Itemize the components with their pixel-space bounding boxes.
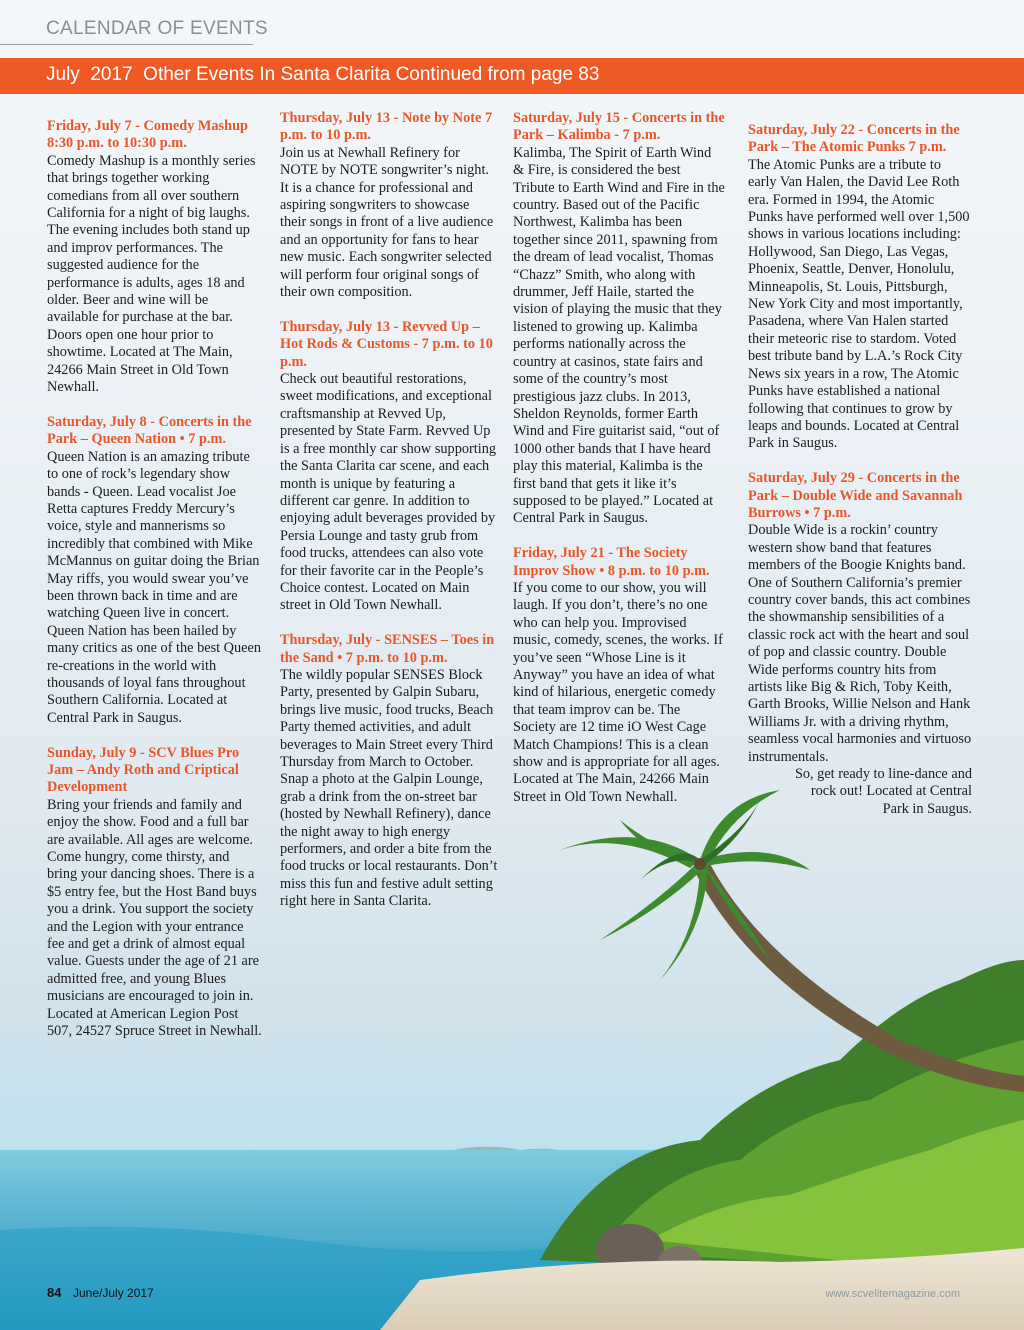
section-rule [0,44,253,45]
event-heading: Sunday, July 9 - SCV Blues Pro Jam – Andy Roth and Criptical Development [47,744,240,796]
event-heading: Saturday, July 29 - Concerts in the Park – Double Wide and Savannah Burrows • 7 p.m. [748,470,963,521]
event-item [513,545,725,806]
events-column-3 [513,110,725,824]
event-description: The wildly popular SENSES Block Party, presented by Galpin Subaru, brings live music, food trucks, Beach Party themed activities, and adult beverages to Main Street every Third Thursday from March to October. Snap a photo at the Galpin Lounge, grab a drink from the on-street bar (hosted by Newhall Refinery), dance the night away to high energy performers, and order a bite from the food trucks or local restaurants. Don’t miss this fun and festive adult setting right here in Santa Clarita. [280,666,498,910]
event-description: Double Wide is a rockin’ country western show band that features members of the Boogie Knights band. One of Southern California’s premier country cover bands, this act combines the showmanship sensibilities of a classic rock act with the heart and soul of pop and classic country. Double Wide performs country hits from artists like Big & Rich, Toby Keith, Garth Brooks, Willie Nelson and Hank Williams Jr. with a driving rhythm, seamless vocal harmonies and virtuoso instrumentals. [748,522,972,765]
events-column-2 [280,110,498,928]
event-item [47,414,262,727]
events-column-4 [748,122,972,836]
section-label: CALENDAR OF EVENTS [46,18,268,39]
event-description: The Atomic Punks are a tribute to early Van Halen, the David Lee Roth era. Formed in 1994, the Atomic Punks have performed well over 1,500 shows in various locations including: Hollywood, San Diego, Las Vegas, Phoenix, Seattle, Denver, Honolulu, Minneapolis, St. Louis, Pittsburgh, New York City and most importantly, Pasadena, where Van Halen started their meteoric rise to stardom. Voted best tribute band by L.A.’s Rock City News six years in a row, The Atomic Punks have established a national following that continues to grow by leaps and bounds. Located at Central Park in Saugus. [748,156,970,452]
event-item [47,745,262,1041]
events-column-1 [47,118,262,1058]
page-number: 84 [47,1285,62,1300]
event-closing-text: So, get ready to line-dance and rock out! Located at Central Park in Saugus. [794,766,972,817]
event-description: Kalimba, The Spirit of Earth Wind & Fire, is considered the best Tribute to Earth Wind and Fire in the country. Based out of the Pacific Northwest, Kalimba has been together since 2011, spawning from the dream of lead vocalist, Thomas “Chazz” Smith, who along with drummer, Jeff Haile, started the vision of playing the music that they listened to growing up. Kalimba performs nationally across the country at casinos, state fairs and some of the country’s most prestigious jazz clubs. In 2013, Sheldon Reynolds, former Earth Wind and Fire guitarist said, “out of 1000 other bands that I have heard play this material, Kalimba is the first band that gets it like it’s supposed to be played.” Located at Central Park in Saugus. [513,144,725,527]
event-item [513,110,725,528]
event-item [280,632,498,911]
event-description: Queen Nation is an amazing tribute to one of rock’s legendary show bands - Queen. Lead vocalist Joe Retta captures Freddy Mercury’s voice, style and mannerisms so incredibly that combined with Mike McMannus on guitar doing the Brian May riffs, you would swear you’ve been thrown back in time and are watching Queen live in concert. Queen Nation has been hailed by many critics as one of the best Queen re-creations in the world with thousands of loyal fans throughout Southern California. Located at Central Park in Saugus. [47,448,261,726]
event-heading: Saturday, July 15 - Concerts in the Park – Kalimba - 7 p.m. [513,110,725,144]
event-item [47,118,262,397]
event-description: Join us at Newhall Refinery for NOTE by NOTE songwriter’s night. It is a chance for professional and aspiring songwriters to showcase their songs in front of a live audience and an opportunity for fans to hear new music. Each songwriter selected will perform four original songs of their own composition. [280,144,494,301]
event-item [280,319,498,615]
event-heading: Thursday, July 13 - Revved Up – Hot Rods & Customs - 7 p.m. to 10 p.m. [280,318,493,370]
event-heading: Thursday, July 13 - Note by Note 7 p.m. to 10 p.m. [280,110,493,144]
event-heading: Thursday, July - SENSES – Toes in the Sand • 7 p.m. to 10 p.m. [280,632,495,666]
event-heading: Saturday, July 22 - Concerts in the Park – The Atomic Punks 7 p.m. [748,122,960,156]
event-description: Bring your friends and family and enjoy the show. Food and a full bar are available. All ages are welcome. Come hungry, come thirsty, and bring your dancing shoes. There is a $5 entry fee, but the Host Band buys you a drink. You support the society and the Legion with your entrance fee and get a drink of almost equal value. Guests under the age of 21 are admitted free, and young Blues musicians are encouraged to join in. Located at American Legion Post 507, 24527 Spruce Street in Newhall. [47,796,262,1040]
issue-date: June/July 2017 [73,1286,154,1300]
banner-title: July 2017 Other Events In Santa Clarita Continued from page 83 [46,64,600,85]
event-heading: Saturday, July 8 - Concerts in the Park – Queen Nation • 7 p.m. [47,413,252,448]
event-item [748,122,972,453]
event-heading: Friday, July 7 - Comedy Mashup 8:30 p.m. to 10:30 p.m. [47,118,248,152]
event-description: Check out beautiful restorations, sweet modifications, and exceptional craftsmanship at Revved Up, presented by State Farm. Revved Up is a free monthly car show supporting the Santa Clarita car scene, and each month is unique by featuring a different car genre. In addition to enjoying adult beverages provided by Persia Lounge and tasty grub from food trucks, attendees can also vote for their favorite car in the People’s Choice contest. Located on Main street in Old Town Newhall. [280,371,496,614]
event-description: If you come to our show, you will laugh. If you don’t, there’s no one who can help you. Improvised music, comedy, scenes, the works. If you’ve seen “Whose Line is it Anyway” you have an idea of what kind of hilarious, energetic comedy that team improv can be. The Society are 12 time iO West Cage Match Champions! This is a clean show and is appropriate for all ages. Located at The Main, 24266 Main Street in Old Town Newhall. [513,579,723,805]
event-description: Comedy Mashup is a monthly series that brings together working comedians from all over southern California for a night of big laughs. The evening includes both stand up and improv performances. The suggested audience for the performance is adults, ages 18 and older. Beer and wine will be available for purchase at the bar. Doors open one hour prior to showtime. Located at The Main, 24266 Main Street in Old Town Newhall. [47,152,256,396]
event-item [748,470,972,818]
event-item [280,110,498,301]
website-url: www.scvelitemagazine.com [825,1288,960,1300]
event-heading: Friday, July 21 - The Society Improv Show • 8 p.m. to 10 p.m. [513,545,710,579]
